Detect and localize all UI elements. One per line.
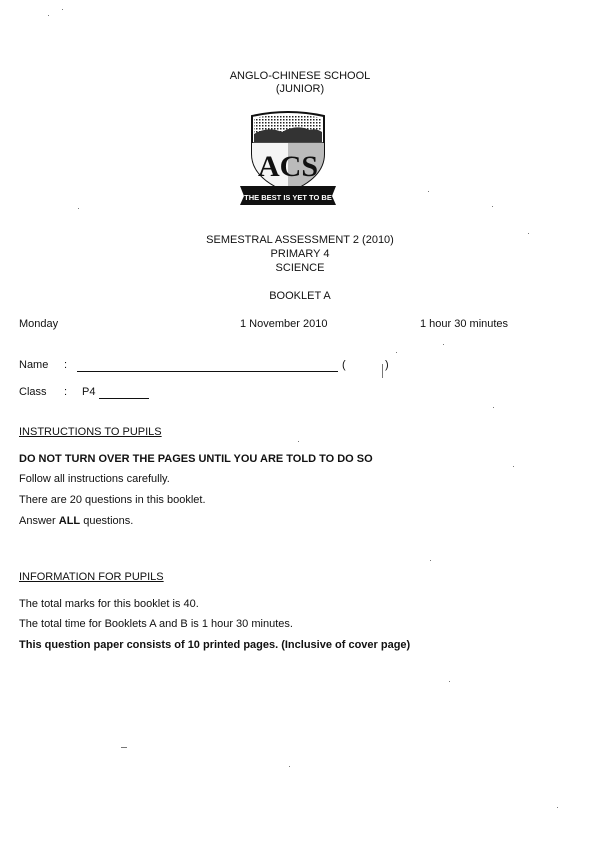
booklet-label: BOOKLET A bbox=[269, 290, 331, 302]
class-label: Class bbox=[19, 386, 47, 398]
index-paren-open: ( bbox=[342, 359, 346, 371]
svg-text:ACS: ACS bbox=[257, 150, 319, 183]
information-line-3: This question paper consists of 10 printed pages. (Inclusive of cover page) bbox=[19, 639, 411, 651]
instructions-heading: INSTRUCTIONS TO PUPILS bbox=[19, 426, 162, 438]
exam-level: PRIMARY 4 bbox=[270, 248, 330, 260]
information-line-2: The total time for Booklets A and B is 1 hour 30 minutes. bbox=[19, 618, 293, 630]
class-value: P4 bbox=[82, 386, 96, 398]
instructions-warning: DO NOT TURN OVER THE PAGES UNTIL YOU ARE TOLD TO DO SO bbox=[19, 453, 373, 465]
school-section: (JUNIOR) bbox=[275, 83, 325, 95]
class-input-line[interactable] bbox=[99, 398, 149, 399]
index-paren-close: ) bbox=[385, 359, 389, 371]
instructions-line-1: Follow all instructions carefully. bbox=[19, 473, 170, 485]
school-name: ANGLO-CHINESE SCHOOL bbox=[229, 70, 371, 82]
name-label: Name bbox=[19, 359, 49, 371]
crest-motto: THE BEST IS YET TO BE bbox=[244, 193, 332, 202]
class-colon: : bbox=[64, 386, 68, 398]
information-heading: INFORMATION FOR PUPILS bbox=[19, 571, 164, 583]
name-input-line[interactable] bbox=[77, 371, 338, 372]
instructions-line-2: There are 20 questions in this booklet. bbox=[19, 494, 206, 506]
exam-day: Monday bbox=[19, 318, 59, 330]
crest-logo-icon bbox=[238, 110, 338, 210]
exam-date: 1 November 2010 bbox=[240, 318, 328, 330]
information-line-1: The total marks for this booklet is 40. bbox=[19, 598, 199, 610]
name-colon: : bbox=[64, 359, 68, 371]
exam-subject: SCIENCE bbox=[275, 262, 325, 274]
exam-duration: 1 hour 30 minutes bbox=[420, 318, 509, 330]
instructions-line-3: Answer ALL questions. bbox=[19, 515, 134, 527]
exam-title: SEMESTRAL ASSESSMENT 2 (2010) bbox=[206, 234, 394, 246]
school-crest bbox=[238, 110, 338, 210]
